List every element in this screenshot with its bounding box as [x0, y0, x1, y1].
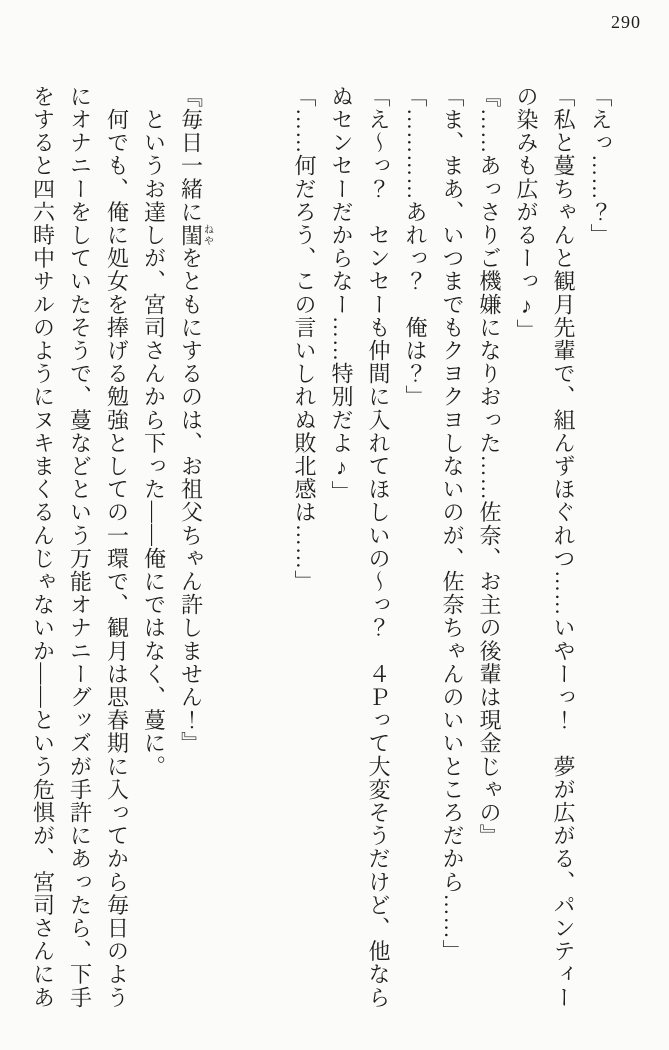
furigana-text: ねや [201, 223, 213, 247]
text-line: をすると四六時中サルのようにヌキまくるんじゃないか――という危惧が、宮司さんにあ [30, 85, 56, 1009]
text-line: 『毎日一緒に閨ねやをともにするのは、お祖父ちゃん許しません！』 [178, 85, 213, 755]
text-line: 『……あっさりご機嫌になりおった……佐奈、お主の後輩は現金じゃの』 [477, 85, 502, 848]
text-line: にオナニーをしていたそうで、蔓などという万能オナニーグッズが手許にあったら、下手 [67, 85, 93, 1009]
text-columns [25, 85, 620, 1010]
text-line: というお達しが、宮司さんから下った――俺にではなく、蔓に。 [141, 85, 167, 778]
text-line: 「えっ……？」 [588, 85, 613, 247]
furigana-ruby: 閨ねや [178, 223, 213, 247]
blank-column [249, 85, 286, 1010]
text-line: 「私と蔓ちゃんと観月先輩で、組んずほぐれつ……いやーっ！ 夢が広がる、パンティー [551, 85, 576, 1009]
page-number: 290 [611, 12, 641, 32]
text-line: 何でも、俺に処女を捧げる勉強としての一環で、観月は思春期に入ってから毎日のよう [104, 85, 130, 1009]
blank-column [212, 85, 249, 1010]
text-line: の染みも広がるーっ♪」 [514, 85, 539, 343]
text-line: 「ま、まあ、いつまでもクヨクヨしないのが、佐奈ちゃんのいいところだから……」 [440, 85, 465, 963]
text-line: 「……何だろう、この言いしれぬ敗北感は……」 [292, 85, 317, 594]
text-line: 「え～っ？ センセーも仲間に入れてほしいの～っ？ ４Ｐって大変そうだけど、他なら [366, 85, 391, 1009]
text-line: 「…………あれっ？ 俺は？」 [403, 85, 428, 409]
text-line: ぬセンセーだからなー……特別だよ♪」 [329, 85, 354, 504]
